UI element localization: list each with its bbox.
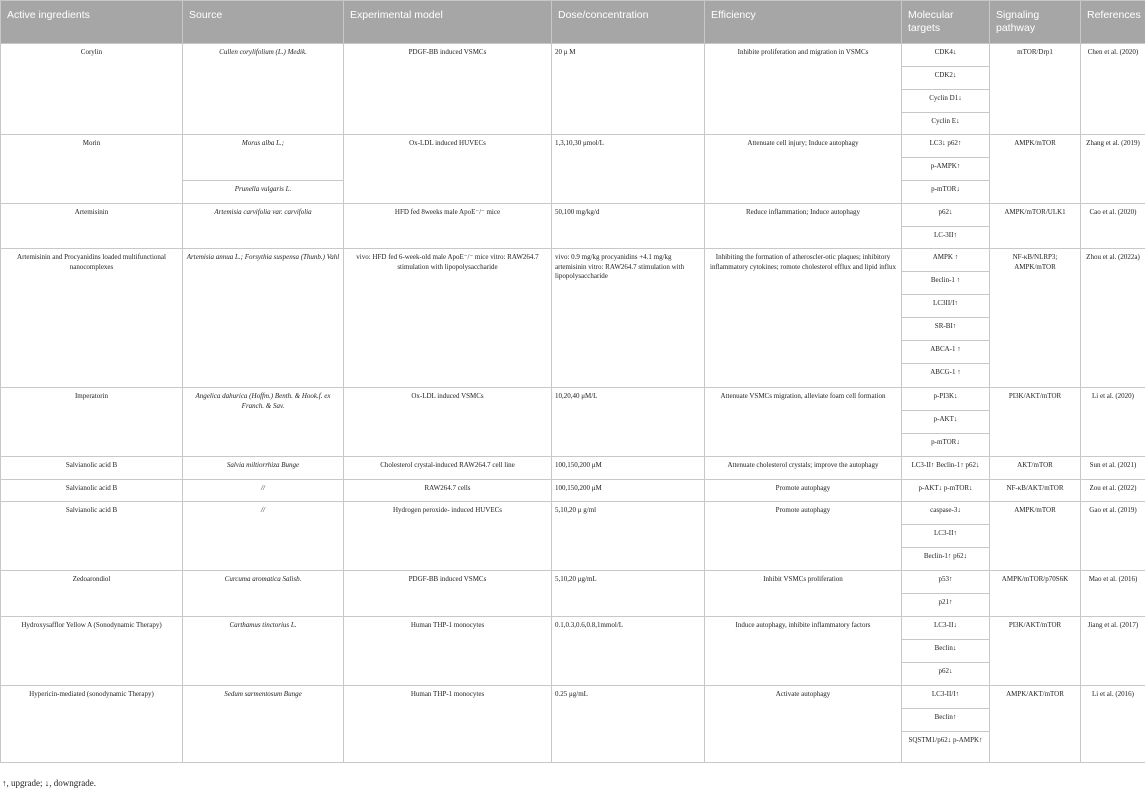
cell-reference: Jiang et al. (2017)	[1081, 617, 1145, 686]
cell-signaling-pathway: NF-κB/NLRP3; AMPK/mTOR	[990, 249, 1081, 388]
cell-molecular-target: p-AKT↓ p-mTOR↓	[902, 480, 990, 502]
cell-source: Salvia miltiorrhiza Bunge	[183, 457, 344, 480]
cell-molecular-target: CDK4↓	[902, 44, 990, 67]
cell-active-ingredient: Salvianolic acid B	[1, 457, 183, 480]
cell-efficiency: Inhibit VSMCs proliferation	[705, 571, 902, 617]
cell-active-ingredient: Hypericin-mediated (sonodynamic Therapy)	[1, 686, 183, 763]
cell-molecular-target: ABCG-1 ↑	[902, 364, 990, 388]
cell-molecular-target: p62↓	[902, 204, 990, 227]
header-experimental-model: Experimental model	[344, 1, 552, 44]
cell-dose: 1,3,10,30 μmol/L	[552, 135, 705, 204]
cell-efficiency: Promote autophagy	[705, 480, 902, 502]
cell-molecular-target: LC3↓ p62↑	[902, 135, 990, 158]
header-active-ingredients: Active ingredients	[1, 1, 183, 44]
cell-molecular-target: caspase-3↓	[902, 502, 990, 525]
cell-signaling-pathway: AMPK/mTOR	[990, 135, 1081, 204]
table-body	[1, 44, 1145, 763]
cell-molecular-target: LC-3II↑	[902, 227, 990, 249]
cell-experimental-model: vivo: HFD fed 6-week-old male ApoE⁻/⁻ mice vitro: RAW264.7 stimulation with lipopolysaccharide	[344, 249, 552, 388]
cell-source: Cullen corylifolium (L.) Medik.	[183, 44, 344, 135]
header-signaling-pathway: Signaling pathway	[990, 1, 1081, 44]
cell-molecular-target: Cyclin E↓	[902, 113, 990, 135]
cell-molecular-target: p21↑	[902, 594, 990, 617]
cell-reference: Zhang et al. (2019)	[1081, 135, 1145, 204]
table-row	[1, 204, 1145, 227]
cell-source: //	[183, 502, 344, 571]
table-row	[1, 249, 1145, 272]
cell-experimental-model: Ox-LDL induced VSMCs	[344, 388, 552, 457]
cell-experimental-model: Human THP-1 monocytes	[344, 686, 552, 763]
cell-efficiency: Promote autophagy	[705, 502, 902, 571]
table-footnote: ↑, upgrade; ↓, downgrade.	[2, 778, 96, 788]
cell-dose: 0.25 μg/mL	[552, 686, 705, 763]
cell-experimental-model: Ox-LDL induced HUVECs	[344, 135, 552, 204]
cell-experimental-model: Cholesterol crystal-induced RAW264.7 cell line	[344, 457, 552, 480]
table-row	[1, 457, 1145, 480]
cell-molecular-target: LC3-II↓	[902, 617, 990, 640]
cell-signaling-pathway: AMPK/mTOR/p70S6K	[990, 571, 1081, 617]
cell-signaling-pathway: PI3K/AKT/mTOR	[990, 617, 1081, 686]
header-references: References	[1081, 1, 1145, 44]
table-row	[1, 135, 1145, 158]
cell-molecular-target: p-AKT↓	[902, 411, 990, 434]
cell-reference: Chen et al. (2020)	[1081, 44, 1145, 135]
table-row	[1, 388, 1145, 411]
cell-dose: 20 μ M	[552, 44, 705, 135]
header-row	[1, 1, 1145, 44]
cell-signaling-pathway: AMPK/AKT/mTOR	[990, 686, 1081, 763]
cell-dose: 5,10,20 μ g/ml	[552, 502, 705, 571]
cell-molecular-target: AMPK ↑	[902, 249, 990, 272]
cell-molecular-target: LC3-II↑ Beclin-1↑ p62↓	[902, 457, 990, 480]
cell-signaling-pathway: PI3K/AKT/mTOR	[990, 388, 1081, 457]
cell-source: Prunella vulgaris L.	[183, 181, 344, 204]
table-row	[1, 480, 1145, 502]
cell-efficiency: Activate autophagy	[705, 686, 902, 763]
cell-dose: 50,100 mg/kg/d	[552, 204, 705, 249]
table-row	[1, 44, 1145, 67]
cell-source: Angelica dahurica (Hoffm.) Benth. & Hook.f. ex Franch. & Sav.	[183, 388, 344, 457]
header-efficiency: Efficiency	[705, 1, 902, 44]
cell-dose: 10,20,40 μM/L	[552, 388, 705, 457]
cell-active-ingredient: Salvianolic acid B	[1, 502, 183, 571]
cell-source: Carthamus tinctorius L.	[183, 617, 344, 686]
cell-signaling-pathway: mTOR/Drp1	[990, 44, 1081, 135]
table-row	[1, 502, 1145, 525]
cell-reference: Mao et al. (2016)	[1081, 571, 1145, 617]
cell-reference: Gao et al. (2019)	[1081, 502, 1145, 571]
cell-experimental-model: HFD fed 8weeks male ApoE⁻/⁻ mice	[344, 204, 552, 249]
cell-source: Artemisia annua L.; Forsythia suspensa (Thunb.) Vahl	[183, 249, 344, 388]
cell-active-ingredient: Zedoarondiol	[1, 571, 183, 617]
cell-dose: vivo: 0.9 mg/kg procyanidins +4.1 mg/kg artemisinin vitro: RAW264.7 stimulation with lipopolysaccharide	[552, 249, 705, 388]
cell-molecular-target: Beclin-1↑ p62↓	[902, 548, 990, 571]
cell-experimental-model: Hydrogen peroxide- induced HUVECs	[344, 502, 552, 571]
cell-molecular-target: p-PI3K↓	[902, 388, 990, 411]
cell-efficiency: Attenuate cell injury; Induce autophagy	[705, 135, 902, 204]
cell-signaling-pathway: AMPK/mTOR/ULK1	[990, 204, 1081, 249]
cell-active-ingredient: Imperatorin	[1, 388, 183, 457]
cell-reference: Cao et al. (2020)	[1081, 204, 1145, 249]
cell-dose: 5,10,20 μg/mL	[552, 571, 705, 617]
cell-efficiency: Induce autophagy, inhibite inflammatory factors	[705, 617, 902, 686]
cell-molecular-target: p-mTOR↓	[902, 181, 990, 204]
header-dose: Dose/concentration	[552, 1, 705, 44]
cell-efficiency: Attenuate VSMCs migration, alleviate foam cell formation	[705, 388, 902, 457]
cell-source: Morus alba L.;	[183, 135, 344, 181]
cell-molecular-target: p53↑	[902, 571, 990, 594]
header-source: Source	[183, 1, 344, 44]
cell-experimental-model: PDGF-BB induced VSMCs	[344, 44, 552, 135]
cell-molecular-target: p-mTOR↓	[902, 434, 990, 457]
cell-experimental-model: RAW264.7 cells	[344, 480, 552, 502]
cell-molecular-target: ABCA-1 ↑	[902, 341, 990, 364]
cell-reference: Zou et al. (2022)	[1081, 480, 1145, 502]
cell-efficiency: Inhibite proliferation and migration in VSMCs	[705, 44, 902, 135]
cell-source: Curcuma aromatica Salisb.	[183, 571, 344, 617]
cell-reference: Sun et al. (2021)	[1081, 457, 1145, 480]
cell-molecular-target: LC3II/I↑	[902, 295, 990, 318]
cell-active-ingredient: Artemisinin	[1, 204, 183, 249]
cell-dose: 0.1,0.3,0.6,0.8,1mmol/L	[552, 617, 705, 686]
cell-reference: Li et al. (2016)	[1081, 686, 1145, 763]
table-row	[1, 571, 1145, 594]
header-molecular-targets: Molecular targets	[902, 1, 990, 44]
cell-active-ingredient: Corylin	[1, 44, 183, 135]
cell-reference: Li et al. (2020)	[1081, 388, 1145, 457]
table-row	[1, 686, 1145, 709]
cell-molecular-target: SQSTM1/p62↓ p-AMPK↑	[902, 732, 990, 763]
cell-dose: 100,150,200 μM	[552, 457, 705, 480]
cell-efficiency: Attenuate cholesterol crystals; improve the autophagy	[705, 457, 902, 480]
table-row	[1, 617, 1145, 640]
cell-molecular-target: SR-BI↑	[902, 318, 990, 341]
cell-molecular-target: Cyclin D1↓	[902, 90, 990, 113]
cell-molecular-target: Beclin↑	[902, 709, 990, 732]
cell-efficiency: Inhibiting the formation of atheroscler-otic plaques; inhibitory inflammatory cytokines; romote cholesterol efflux and lipid influx	[705, 249, 902, 388]
cell-active-ingredient: Hydroxysafflor Yellow A (Sonodynamic Therapy)	[1, 617, 183, 686]
cell-reference: Zhou et al. (2022a)	[1081, 249, 1145, 388]
cell-molecular-target: LC3-II/I↑	[902, 686, 990, 709]
cell-molecular-target: LC3-II↑	[902, 525, 990, 548]
cell-active-ingredient: Morin	[1, 135, 183, 204]
cell-molecular-target: Beclin↓	[902, 640, 990, 663]
cell-dose: 100,150,200 μM	[552, 480, 705, 502]
cell-source: Artemisia carvifolia var. carvifolia	[183, 204, 344, 249]
cell-signaling-pathway: AKT/mTOR	[990, 457, 1081, 480]
cell-experimental-model: Human THP-1 monocytes	[344, 617, 552, 686]
cell-source: Sedum sarmentosum Bunge	[183, 686, 344, 763]
cell-efficiency: Reduce inflammation; Induce autophagy	[705, 204, 902, 249]
cell-molecular-target: Beclin-1 ↑	[902, 272, 990, 295]
cell-active-ingredient: Salvianolic acid B	[1, 480, 183, 502]
cell-active-ingredient: Artemisinin and Procyanidins loaded multifunctional nanocomplexes	[1, 249, 183, 388]
cell-molecular-target: p-AMPK↑	[902, 158, 990, 181]
cell-molecular-target: p62↓	[902, 663, 990, 686]
cell-signaling-pathway: AMPK/mTOR	[990, 502, 1081, 571]
cell-molecular-target: CDK2↓	[902, 67, 990, 90]
cell-experimental-model: PDGF-BB induced VSMCs	[344, 571, 552, 617]
cell-source: //	[183, 480, 344, 502]
cell-signaling-pathway: NF-κB/AKT/mTOR	[990, 480, 1081, 502]
